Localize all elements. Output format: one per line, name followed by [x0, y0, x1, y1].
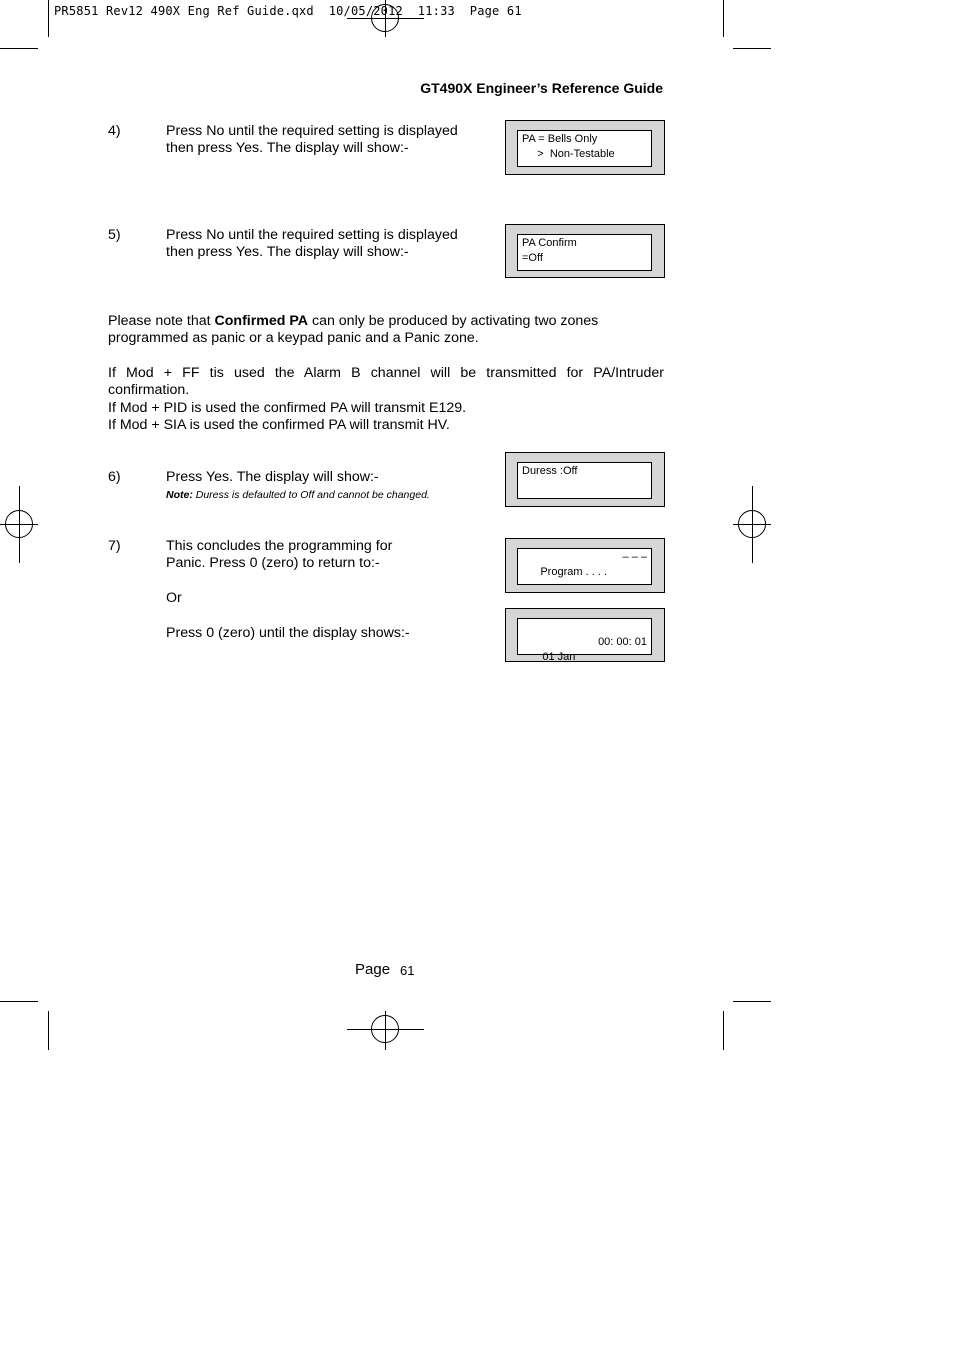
step-text	[166, 538, 392, 572]
note-text: Duress is defaulted to Off and cannot be changed.	[192, 489, 430, 501]
mod-paragraph-line: If Mod + PID is used the confirmed PA will transmit E129.	[108, 400, 467, 416]
step-number: 6)	[108, 469, 121, 485]
lcd-text: Program . . . .	[540, 566, 607, 578]
lcd-screen	[517, 548, 652, 585]
lcd-display	[505, 608, 665, 662]
step-line: Press No until the required setting is displayed	[166, 227, 458, 243]
lcd-screen	[517, 462, 652, 499]
note-label: Note:	[166, 489, 193, 501]
registration-circle	[5, 510, 33, 538]
page-header: GT490X Engineer’s Reference Guide	[420, 80, 663, 96]
lcd-screen	[517, 130, 652, 167]
lcd-display	[505, 452, 665, 507]
lcd-display	[505, 538, 665, 593]
crop-mark	[48, 1011, 49, 1050]
mod-paragraph-line: If Mod + FF tis used the Alarm B channel will be transmitted for PA/Intruder	[108, 365, 664, 381]
step-number: 7)	[108, 538, 121, 554]
registration-circle	[371, 1015, 399, 1043]
crop-mark	[0, 1001, 38, 1002]
registration-circle	[738, 510, 766, 538]
mod-paragraph-line: If Mod + SIA is used the confirmed PA will transmit HV.	[108, 417, 450, 433]
lcd-line: PA = Bells Only	[522, 133, 598, 145]
crop-mark	[723, 0, 724, 37]
lcd-dashes: – – –	[622, 551, 647, 563]
step-text	[166, 123, 458, 157]
step-line: Panic. Press 0 (zero) to return to:-	[166, 555, 380, 571]
paragraph-text: can only be produced by activating two zones	[308, 313, 599, 329]
lcd-screen	[517, 618, 652, 663]
step-note	[166, 489, 430, 501]
crop-mark	[733, 48, 771, 49]
lcd-display	[505, 224, 665, 278]
page-number: 61	[400, 963, 415, 978]
crop-mark	[48, 0, 49, 37]
page-label: Page	[355, 961, 391, 978]
step-or: Or	[166, 590, 182, 606]
step-number: 5)	[108, 227, 121, 243]
lcd-line	[522, 635, 647, 695]
crop-mark	[723, 1011, 724, 1050]
lcd-line	[522, 550, 647, 610]
step-line: This concludes the programming for	[166, 538, 393, 554]
crop-mark	[0, 48, 38, 49]
lcd-line: PA Confirm	[522, 237, 577, 249]
lcd-line: =Off	[522, 252, 543, 264]
paragraph-text: programmed as panic or a keypad panic and a Panic zone.	[108, 330, 479, 346]
paragraph-text: Please note that	[108, 313, 215, 329]
lcd-line: > Non-Testable	[522, 148, 615, 160]
lcd-display	[505, 120, 665, 175]
step-line: then press Yes. The display will show:-	[166, 244, 409, 260]
step-line: Press 0 (zero) until the display shows:-	[166, 625, 410, 641]
step-line: then press Yes. The display will show:-	[166, 140, 409, 156]
step-text	[166, 227, 458, 261]
step-line: Press No until the required setting is displayed	[166, 123, 458, 139]
step-line: Press Yes. The display will show:-	[166, 469, 379, 485]
step-number: 4)	[108, 123, 121, 139]
lcd-screen	[517, 234, 652, 271]
lcd-date: 01 Jan	[542, 651, 576, 663]
confirmed-pa-paragraph	[108, 313, 664, 347]
lcd-time: 00: 00: 01	[598, 636, 647, 648]
crop-mark	[733, 1001, 771, 1002]
lcd-line: Duress :Off	[522, 465, 578, 477]
print-slug: PR5851 Rev12 490X Eng Ref Guide.qxd 10/05/2012 11:33 Page 61	[54, 4, 522, 18]
mod-paragraph-line: confirmation.	[108, 382, 190, 398]
paragraph-bold: Confirmed PA	[214, 313, 309, 329]
